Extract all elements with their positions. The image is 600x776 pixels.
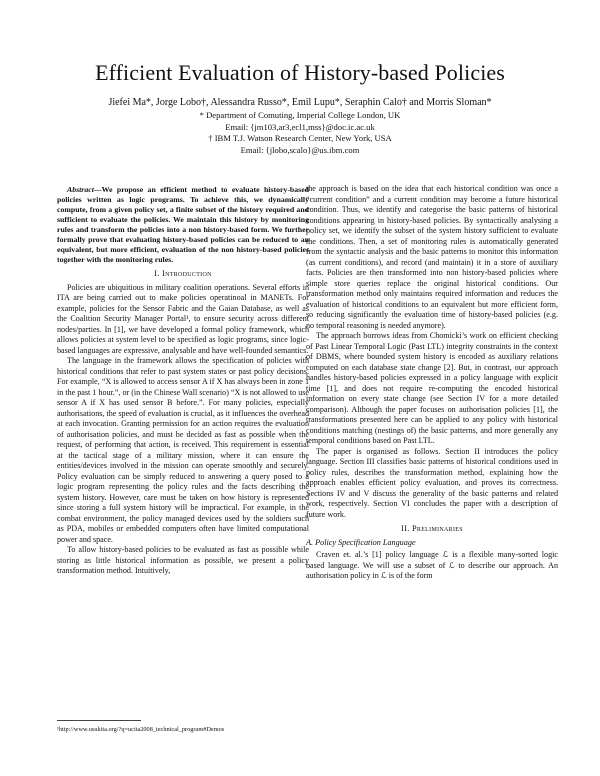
intro-paragraph-5: The approach borrows ideas from Chomicki’s work on efficient checking of Past Linear Temporal Logic (Past LTL) integrity constraints in the context of DBMS, where bounded system history is encoded as auxiliary relations computed on each database state change [2]. But, in contrast, our approach handles history-based policies expressed in a policy language with explicit time [1], and does not require re-computing the encoded historical information on every state change (see Section IV for a more detailed comparison). Although the paper focuses on authorisation policies [1], the transformations presented here can be applied to any policy with historical conditions matching (nestings of) the basic patterns, and more generally any temporal conditions based on Past LTL.: [306, 331, 558, 445]
affiliation-ibm: † IBM T.J. Watson Research Center, New York, USA: [208, 133, 392, 143]
footnote-rule: [57, 720, 141, 721]
email-ibm: Email: {jlobo,scalo}@us.ibm.com: [240, 144, 360, 155]
left-column: [57, 185, 309, 577]
section-heading-introduction: I. Introduction: [154, 269, 212, 278]
section-heading-preliminaries: II. Preliminaries: [401, 524, 463, 533]
email-imperial: Email: {jm103,ar3,ecl1,mss}@doc.ic.ac.uk: [225, 121, 375, 132]
paper-title: Efficient Evaluation of History-based Policies: [95, 60, 505, 85]
intro-paragraph-6: The paper is organised as follows. Section II introduces the policy language. Section III classifies basic patterns of historical conditions used in policy rules, describes the transformation method, explaining how the approach enables efficient policy evaluation, and proves its correctness. Sections IV and V discuss the generality of the basic patterns and related work, respectively. Section VI concludes the paper with a description of future work.: [306, 446, 558, 519]
affiliations: [0, 110, 600, 156]
abstract: [57, 185, 309, 265]
right-column: [306, 184, 558, 582]
subsection-heading-policy-language: A. Policy Specification Language: [306, 537, 416, 547]
author-list: Jiefei Ma*, Jorge Lobo†, Alessandra Russo*, Emil Lupu*, Seraphin Calo† and Morris Sloman*: [108, 97, 492, 108]
intro-paragraph-2: The language in the framework allows the specification of policies with historical conditions that refer to past system states or past policy decisions. For example, “X is allowed to access sensor A if X has always been in zone 1 in the past 1 hour.”, or (in the Chinese Wall scenario) “X is not allowed to use sensor A if X has used sensor B before.”. For many policies, especially authorisations, the speed of evaluation is crucial, as it influences the overhead at each invocation. Granting permission for an action requires the evaluation of authorisation policies, and must be decided as fast as possible when the request, of performing that action, is received. This requirement is essential at the tactical stage of a military mission, where it can ensure the entities/devices involved in the mission can operate smoothly and securely. Policy evaluation can be simply reduced to answering a query posed to a logic program representing the policy rules and the facts describing the system history. However, care must be taken on how history is represented since storing a full system history will be impractical. For example, in the combat environment, the policy managed devices used by the soldiers such as PDA, mobiles or embedded computers often have limited computational power and space.: [57, 356, 309, 544]
affiliation-imperial: * Department of Comuting, Imperial College London, UK: [199, 110, 401, 120]
footnote: ¹http://www.usukita.org/?q=ucita2008_technical_program#Demos: [57, 726, 225, 733]
abstract-text: We propose an efficient method to evaluate history-based policies written as logic programs. To achieve this, we dynamically compute, from a given policy set, a finite subset of the history required and sufficient to evaluate the policies. We maintain this history by monitoring rules and transform the policies into a non history-based form. We further formally prove that evaluating history-based policies can be reduced to an equivalent, but more efficient, evaluation of the non history-based policies together with the monitoring rules.: [57, 185, 309, 264]
intro-paragraph-1: Policies are ubiquitious in military coalition operations. Several efforts in ITA are being carried out to make policies operatinoal in MANETs. For example, policies for the Sensor Fabric and the Gaian Database, as well as the Coalition Security Manager Portal¹, to ensure security across different nodes/parties. In [1], we have developed a formal policy framework, which allows policies at system level to be specified as logic programs, since logic-based languages are expressive, analysable and have well-founded semantics.: [57, 282, 309, 355]
prelim-paragraph-1: Craven et. al.’s [1] policy language ℒ is a flexible many-sorted logic based language. We will use a subset of ℒ to describe our approach. An authorisation policy in ℒ is of the form: [306, 550, 558, 580]
abstract-label: Abstract—: [67, 185, 102, 194]
intro-paragraph-4: the approach is based on the idea that each historical condition was once a “current condition” and a current condition may become a future historical condition. Thus, we identify and categorise the basic patterns of historical conditions appearing in history-based policies. By syntactically analysing a policy set, we identify the subset of the system history sufficient to evaluate the conditions. Then, a set of monitoring rules is automatically generated from the syntactic analysis and the basic patterns to monitor this information (as current conditions), and record (and maintain) it in a store of auxiliary facts. Policies are then transformed into non history-based policies where simple store queries replace the original historical conditions. Our transformation method only maintains required information and reduces the evaluation of historical conditions to an equivalent but more efficient form, so reducing significantly the evaluation time of history-based policies (e.g. no temporal reasoning is needed anymore).: [306, 184, 558, 330]
intro-paragraph-3: To allow history-based policies to be evaluated as fast as possible while storing as little historical information as possible, we present a policy transformation method. Intuitively,: [57, 545, 309, 575]
